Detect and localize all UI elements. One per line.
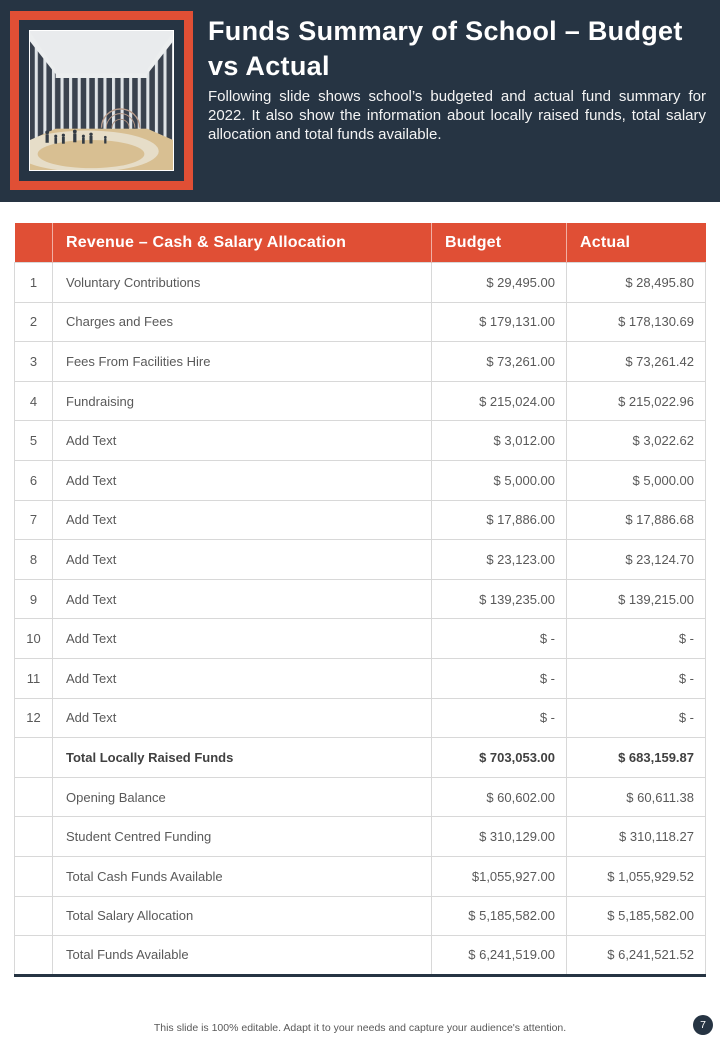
header-text-block	[208, 14, 706, 144]
page-number-badge: 7	[693, 1015, 713, 1035]
cell-actual: $ 5,000.00	[567, 460, 706, 500]
column-header-budget: Budget	[432, 223, 567, 263]
cell-label: Fundraising	[53, 381, 432, 421]
cell-actual: $ 215,022.96	[567, 381, 706, 421]
cell-num	[15, 777, 53, 817]
cell-num: 1	[15, 263, 53, 303]
funds-summary-table	[14, 223, 706, 977]
cell-num	[15, 936, 53, 976]
table-row	[15, 302, 706, 342]
cell-label: Add Text	[53, 658, 432, 698]
cell-label: Add Text	[53, 579, 432, 619]
table-row	[15, 500, 706, 540]
cell-label: Student Centred Funding	[53, 817, 432, 857]
cell-budget: $ 703,053.00	[432, 738, 567, 778]
cell-num: 7	[15, 500, 53, 540]
photo-frame	[10, 11, 193, 190]
cell-actual: $ -	[567, 698, 706, 738]
cell-actual: $ 683,159.87	[567, 738, 706, 778]
cell-budget: $1,055,927.00	[432, 856, 567, 896]
cell-actual: $ 1,055,929.52	[567, 856, 706, 896]
cell-actual: $ 28,495.80	[567, 263, 706, 303]
cell-num: 3	[15, 342, 53, 382]
table-row	[15, 698, 706, 738]
table-row	[15, 460, 706, 500]
school-courtyard-illustration	[30, 31, 173, 170]
cell-budget: $ 17,886.00	[432, 500, 567, 540]
cell-budget: $ 179,131.00	[432, 302, 567, 342]
page-description: Following slide shows school’s budgeted and actual fund summary for 2022. It also show the information about locally raised funds, total salary allocation and total funds available.	[208, 88, 706, 144]
cell-num	[15, 817, 53, 857]
table-row	[15, 342, 706, 382]
cell-actual: $ 178,130.69	[567, 302, 706, 342]
cell-label: Add Text	[53, 421, 432, 461]
table-row	[15, 936, 706, 976]
cell-num: 10	[15, 619, 53, 659]
cell-label: Add Text	[53, 540, 432, 580]
table-row	[15, 421, 706, 461]
table-row	[15, 381, 706, 421]
cell-budget: $ 5,000.00	[432, 460, 567, 500]
cell-actual: $ 60,611.38	[567, 777, 706, 817]
cell-label: Total Salary Allocation	[53, 896, 432, 936]
cell-num: 9	[15, 579, 53, 619]
cell-num: 4	[15, 381, 53, 421]
cell-budget: $ 310,129.00	[432, 817, 567, 857]
cell-budget: $ 215,024.00	[432, 381, 567, 421]
table-row	[15, 579, 706, 619]
table-row	[15, 658, 706, 698]
cell-num: 6	[15, 460, 53, 500]
cell-budget: $ 29,495.00	[432, 263, 567, 303]
photo-mat	[19, 20, 184, 181]
page-title: Funds Summary of School – Budget vs Actual	[208, 16, 683, 82]
cell-budget: $ 139,235.00	[432, 579, 567, 619]
column-header-index	[15, 223, 53, 263]
cell-num: 5	[15, 421, 53, 461]
cell-budget: $ -	[432, 658, 567, 698]
cell-label: Add Text	[53, 698, 432, 738]
cell-budget: $ 73,261.00	[432, 342, 567, 382]
table-row	[15, 896, 706, 936]
table-row	[15, 856, 706, 896]
cell-actual: $ 23,124.70	[567, 540, 706, 580]
table-row	[15, 817, 706, 857]
table-body	[15, 263, 706, 976]
cell-actual: $ -	[567, 658, 706, 698]
cell-label: Total Locally Raised Funds	[53, 738, 432, 778]
cell-budget: $ -	[432, 619, 567, 659]
cell-budget: $ -	[432, 698, 567, 738]
cell-actual: $ 73,261.42	[567, 342, 706, 382]
table-row	[15, 777, 706, 817]
footer-note: This slide is 100% editable. Adapt it to your needs and capture your audience's attention.	[153, 1022, 567, 1034]
cell-budget: $ 23,123.00	[432, 540, 567, 580]
cell-label: Total Cash Funds Available	[53, 856, 432, 896]
cell-label: Add Text	[53, 500, 432, 540]
cell-num: 2	[15, 302, 53, 342]
cell-label: Opening Balance	[53, 777, 432, 817]
cell-label: Total Funds Available	[53, 936, 432, 976]
cell-budget: $ 6,241,519.00	[432, 936, 567, 976]
table-row	[15, 619, 706, 659]
table-row	[15, 263, 706, 303]
cell-label: Fees From Facilities Hire	[53, 342, 432, 382]
cell-actual: $ 3,022.62	[567, 421, 706, 461]
table-header-row	[15, 223, 706, 263]
cell-num	[15, 856, 53, 896]
cell-budget: $ 60,602.00	[432, 777, 567, 817]
cell-label: Voluntary Contributions	[53, 263, 432, 303]
table-row	[15, 738, 706, 778]
cell-actual: $ 6,241,521.52	[567, 936, 706, 976]
cell-budget: $ 3,012.00	[432, 421, 567, 461]
column-header-actual: Actual	[567, 223, 706, 263]
cell-actual: $ 310,118.27	[567, 817, 706, 857]
cell-actual: $ -	[567, 619, 706, 659]
slide-header	[0, 0, 720, 202]
column-header-revenue: Revenue – Cash & Salary Allocation	[53, 223, 432, 263]
cell-label: Charges and Fees	[53, 302, 432, 342]
cell-num: 8	[15, 540, 53, 580]
school-building-image	[29, 30, 174, 171]
cell-label: Add Text	[53, 460, 432, 500]
cell-num	[15, 896, 53, 936]
cell-budget: $ 5,185,582.00	[432, 896, 567, 936]
cell-num: 11	[15, 658, 53, 698]
cell-actual: $ 5,185,582.00	[567, 896, 706, 936]
cell-actual: $ 17,886.68	[567, 500, 706, 540]
cell-num	[15, 738, 53, 778]
cell-label: Add Text	[53, 619, 432, 659]
cell-actual: $ 139,215.00	[567, 579, 706, 619]
table-row	[15, 540, 706, 580]
cell-num: 12	[15, 698, 53, 738]
